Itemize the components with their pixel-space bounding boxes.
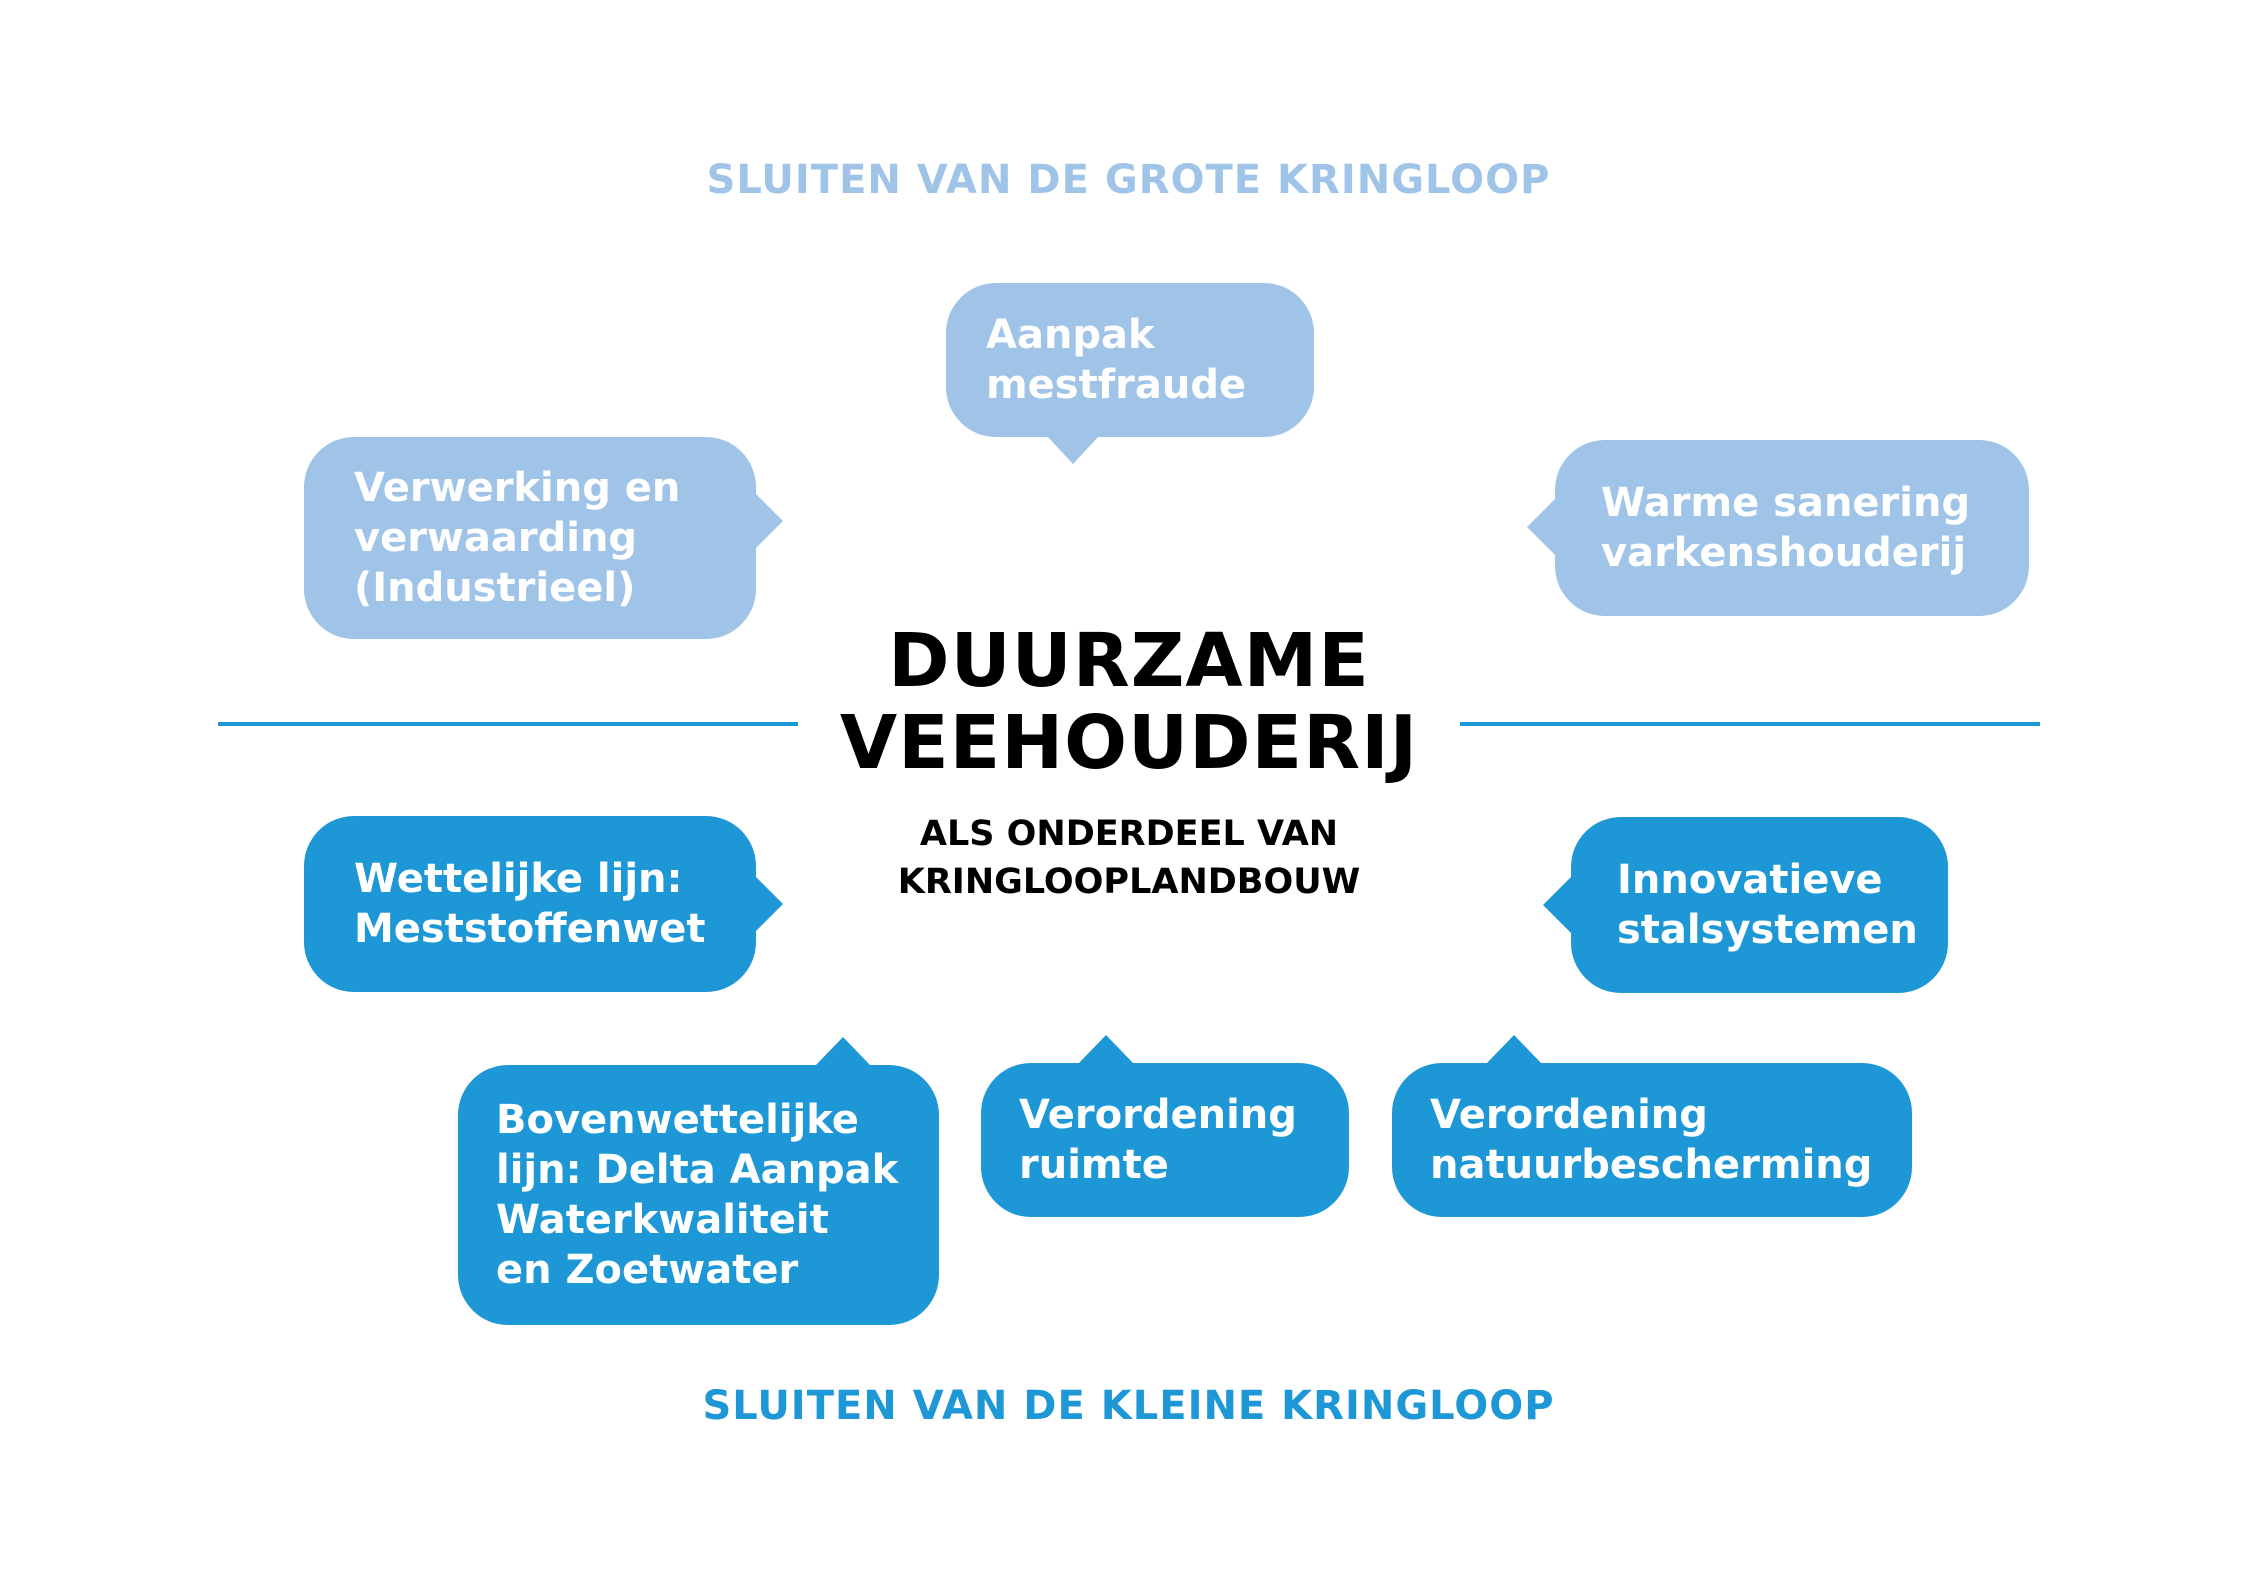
bubble-tail xyxy=(1543,877,1571,933)
bubble-label: Aanpak mestfraude xyxy=(986,312,1247,408)
bubble-tail xyxy=(755,876,783,932)
bubble-label: Verordening ruimte xyxy=(1019,1092,1297,1188)
bubble-label: Warme sanering varkenshouderij xyxy=(1601,480,1971,576)
center-subtitle: ALS ONDERDEEL VAN KRINGLOOPLANDBOUW xyxy=(897,814,1361,902)
bubble-tail xyxy=(1047,436,1099,464)
bubble-innovatieve-stalsystemen xyxy=(1571,817,1948,993)
top-heading: SLUITEN VAN DE GROTE KRINGLOOP xyxy=(706,157,1551,203)
bubble-label: Verwerking en verwaarding (Industrieel) xyxy=(354,465,681,611)
bubble-verordening-ruimte xyxy=(981,1063,1349,1217)
center-title: DUURZAME VEEHOUDERIJ xyxy=(839,618,1419,786)
bubble-verordening-natuurbescherming xyxy=(1392,1063,1912,1217)
bubble-bovenwettelijke-lijn xyxy=(458,1065,939,1325)
bubble-tail xyxy=(755,493,783,549)
bubble-tail xyxy=(815,1037,871,1066)
bubble-warme-sanering xyxy=(1555,440,2029,616)
bubble-label: Bovenwettelijke lijn: Delta Aanpak Waterkwaliteit en Zoetwater xyxy=(496,1097,899,1293)
bubble-aanpak-mestfraude xyxy=(946,283,1314,437)
bubble-label: Verordening natuurbescherming xyxy=(1430,1092,1873,1188)
bubble-verwerking xyxy=(304,437,756,639)
bubble-label: Wettelijke lijn: Meststoffenwet xyxy=(354,856,706,952)
bubble-tail xyxy=(1078,1035,1134,1064)
left-divider-line xyxy=(218,722,798,726)
bubble-label: Innovatieve stalsystemen xyxy=(1617,857,1918,953)
bubble-wettelijke-lijn xyxy=(304,816,756,992)
bottom-heading: SLUITEN VAN DE KLEINE KRINGLOOP xyxy=(702,1383,1555,1429)
right-divider-line xyxy=(1460,722,2040,726)
bubble-tail xyxy=(1486,1035,1542,1064)
bubble-tail xyxy=(1527,499,1555,555)
